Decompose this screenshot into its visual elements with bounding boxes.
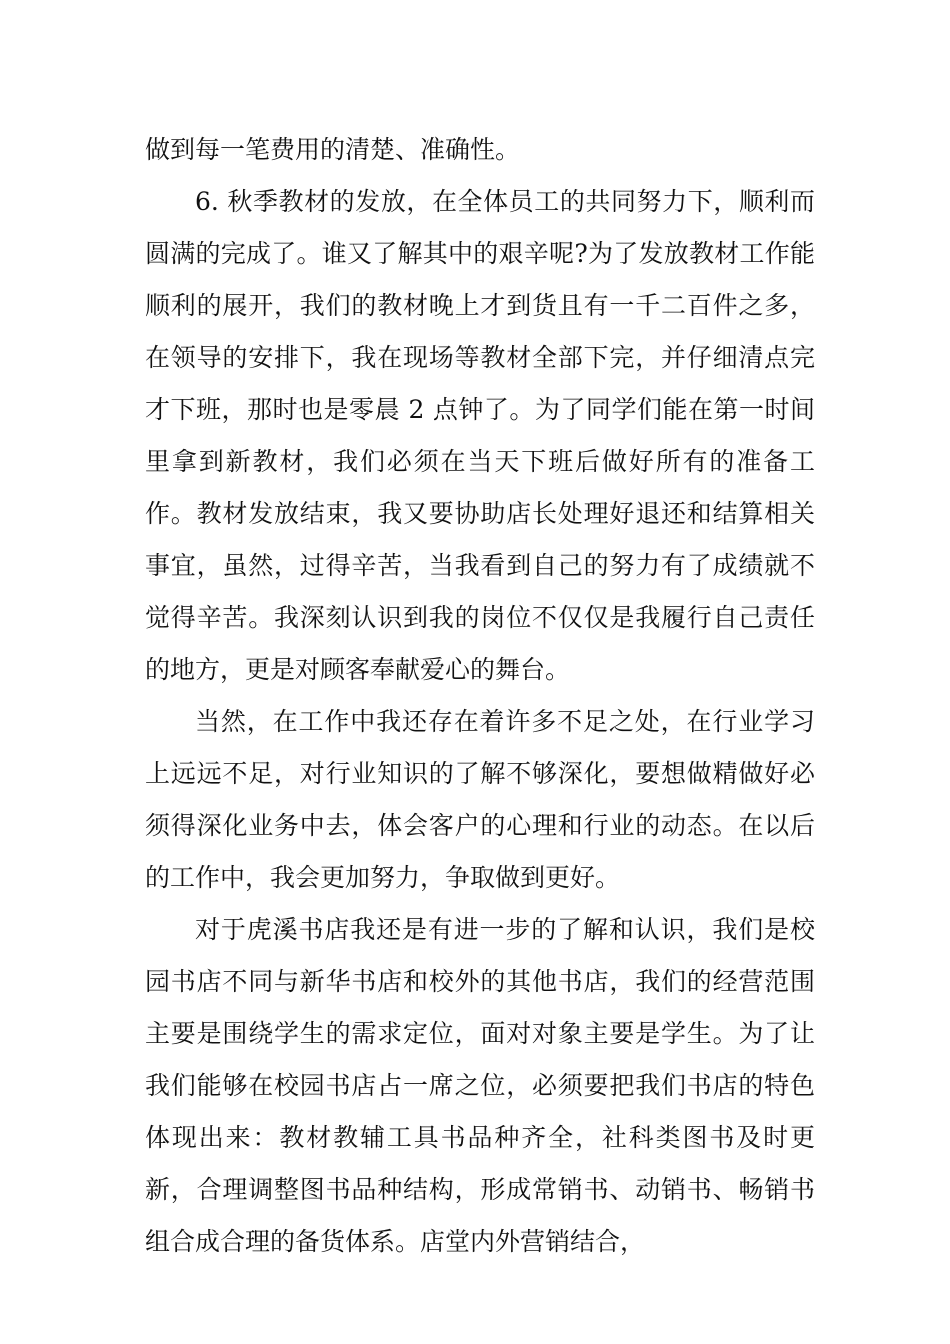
paragraph-bookstore: 对于虎溪书店我还是有进一步的了解和认识，我们是校园书店不同与新华书店和校外的其他书店，我们的经营范围主要是围绕学生的需求定位，面对对象主要是学生。为了让我们能够在校园书店占一席之位，必须要把我们书店的特色体现出来：教材教辅工具书品种齐全，社科类图书及时更新，合理调整图书品种结构，形成常销书、动销书、畅销书组合成合理的备货体系。店堂内外营销结合， (145, 915, 815, 1256)
paragraph-item-6: 6. 秋季教材的发放，在全体员工的共同努力下，顺利而圆满的完成了。谁又了解其中的艰辛呢?为了发放教材工作能顺利的展开，我们的教材晚上才到货且有一千二百件之多，在领导的安排下，我在现场等教材全部下完，并仔细清点完才下班，那时也是零晨 2 点钟了。为了同学们能在第一时间里拿到新教材，我们必须在当天下班后做好所有的准备工作。教材发放结束，我又要协助店长处理好退还和结算相关事宜，虽然，过得辛苦，当我看到自己的努力有了成绩就不觉得辛苦。我深刻认识到我的岗位不仅仅是我履行自己责任的地方，更是对顾客奉献爱心的舞台。 (145, 187, 815, 684)
document-body (145, 124, 815, 1268)
paragraph-shortcomings: 当然，在工作中我还存在着许多不足之处，在行业学习上远远不足，对行业知识的了解不够深化，要想做精做好必须得深化业务中去，体会客户的心理和行业的动态。在以后的工作中，我会更加努力，争取做到更好。 (145, 707, 815, 892)
paragraph-continuation: 做到每一笔费用的清楚、准确性。 (145, 135, 521, 164)
